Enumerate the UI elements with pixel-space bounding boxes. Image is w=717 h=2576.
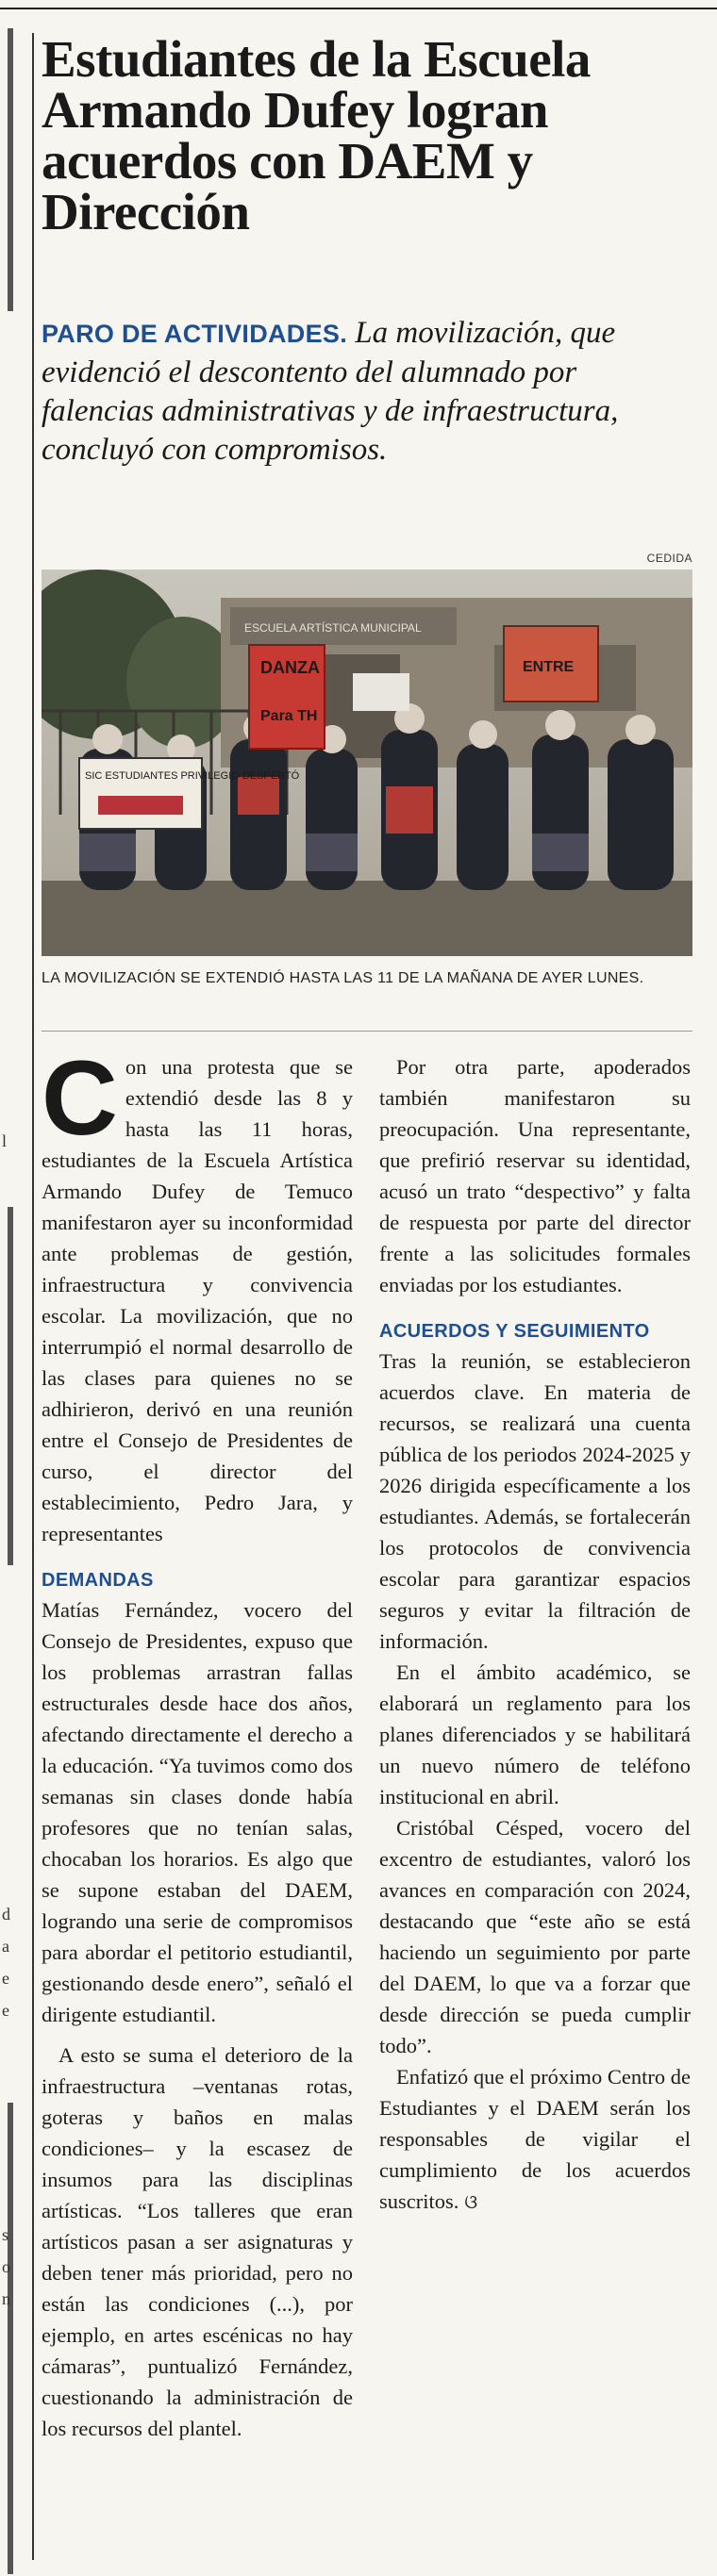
margin-stripe	[8, 1207, 13, 1565]
body-text: on una protesta que se extendió desde las 8 y hasta las 11 horas, estudiantes de la Escuela Artística Armando Dufey de Temuco manifestaron ayer su inconformidad ante problemas de gestión, infraestructura y convivencia escolar. La movilización, que no interrumpió el normal desarrollo de las clases para quienes no se adhirieron, derivó en una reunión entre el Consejo de Presidentes de curso, el director del establecimiento, Pedro Jara, y representantes	[42, 1055, 353, 1545]
photo-credit: CEDIDA	[646, 552, 692, 565]
protest-sign-text: Para TH	[260, 708, 318, 724]
margin-letter: l	[2, 1131, 8, 1150]
margin-letter: e	[2, 2001, 9, 2020]
body-paragraph	[379, 2061, 691, 2218]
margin-letter: d	[2, 1905, 10, 1924]
body-paragraph: Tras la reunión, se establecieron acuerdos clave. En materia de recursos, se realizará una cuenta pública de los periodos 2024-2025 y 2026 dirigida específicamente a los estudiantes. Además, se fortalecerán los protocolos de convivencia escolar para garantizar espacios seguros y evitar la filtración de información.	[379, 1349, 691, 1653]
article-column-left	[42, 1039, 353, 2444]
article-column-right	[379, 1051, 691, 2218]
building-sign: ESCUELA ARTÍSTICA MUNICIPAL	[244, 621, 422, 635]
margin-letter: n	[2, 2289, 10, 2308]
kicker: PARO DE ACTIVIDADES.	[42, 320, 348, 348]
body-paragraph: Matías Fernández, vocero del Consejo de Presidentes, expuso que los problemas arrastran fallas estructurales desde hace dos años, afectando directamente el derecho a la educación. “Ya tuvimos como dos semanas sin clases donde había profesores que no tenían salas, chocaban los horarios. Es algo que se supone estaban del DAEM, logrando una serie de compromisos para abordar el petitorio estudiantil, gestionando desde enero”, señaló el dirigente estudiantil.	[42, 1598, 353, 2026]
adjacent-article-fragment	[0, 28, 21, 2574]
column-rule	[32, 33, 34, 2560]
margin-letter: a	[2, 1937, 9, 1956]
body-paragraph: A esto se suma el deterioro de la infraestructura –ventanas rotas, goteras y baños en malas condiciones– y la escasez de insumos para las disciplinas artísticas. “Los talleres que eran artísticos pasan a ser asignaturas y deben tener más prioridad, pero no están las condiciones (...), por ejemplo, en artes escénicas no hay cámaras”, puntualizó Fernández, cuestionando la administración de los recursos del plantel.	[42, 2043, 353, 2440]
body-paragraph: Por otra parte, apoderados también manifestaron su preocupación. Una representante, que prefirió reservar su identidad, acusó un trato “despectivo” y falta de respuesta por parte del director frente a las solicitudes formales enviadas por los estudiantes.	[379, 1055, 691, 1296]
subheading-demandas: DEMANDAS	[42, 1570, 154, 1591]
margin-letter: e	[2, 1969, 9, 1988]
body-paragraph: En el ámbito académico, se elaborará un reglamento para los planes diferenciados y se habilitará un nuevo número de teléfono institucional en abril.	[379, 1660, 691, 1808]
margin-letter: o	[2, 2257, 10, 2276]
protest-sign-text: SIC ESTUDIANTES PRIVILEGIO DESPERTÓ	[85, 770, 300, 782]
protest-photo	[42, 570, 692, 956]
protest-sign-text: ENTRE	[523, 659, 575, 675]
margin-stripe	[8, 2103, 13, 2574]
end-mark-icon: ଓ	[464, 2190, 478, 2213]
lead-paragraph	[42, 314, 692, 470]
margin-letter: s	[2, 2225, 9, 2244]
photo-caption: LA MOVILIZACIÓN SE EXTENDIÓ HASTA LAS 11 DE LA MAÑANA DE AYER LUNES.	[42, 970, 644, 986]
headline: Estudiantes de la Escuela Armando Dufey logran acuerdos con DAEM y Dirección	[42, 30, 591, 240]
body-paragraph	[42, 1039, 353, 1549]
photo-illustration	[42, 570, 692, 956]
protest-sign-text: DANZA	[260, 658, 320, 677]
lead-text: La movilización, que evidenció el descontento del alumnado por falencias administrativas y de infraestructura, concluyó con compromisos.	[42, 316, 619, 467]
body-text: Enfatizó que el próximo Centro de Estudiantes y el DAEM serán los responsables de vigilar el cumplimiento de los acuerdos suscritos.	[379, 2065, 691, 2213]
caption-rule	[42, 1031, 692, 1032]
drop-cap: C	[42, 1039, 118, 1157]
body-paragraph: Cristóbal Césped, vocero del excentro de estudiantes, valoró los avances en comparación con 2024, destacando que “este año se está haciendo un seguimiento por parte del DAEM, lo que va a forzar que desde dirección se pueda cumplir todo”.	[379, 1816, 691, 2057]
subheading-acuerdos: ACUERDOS Y SEGUIMIENTO	[379, 1321, 650, 1342]
top-rule	[0, 8, 717, 9]
margin-stripe	[8, 28, 13, 311]
